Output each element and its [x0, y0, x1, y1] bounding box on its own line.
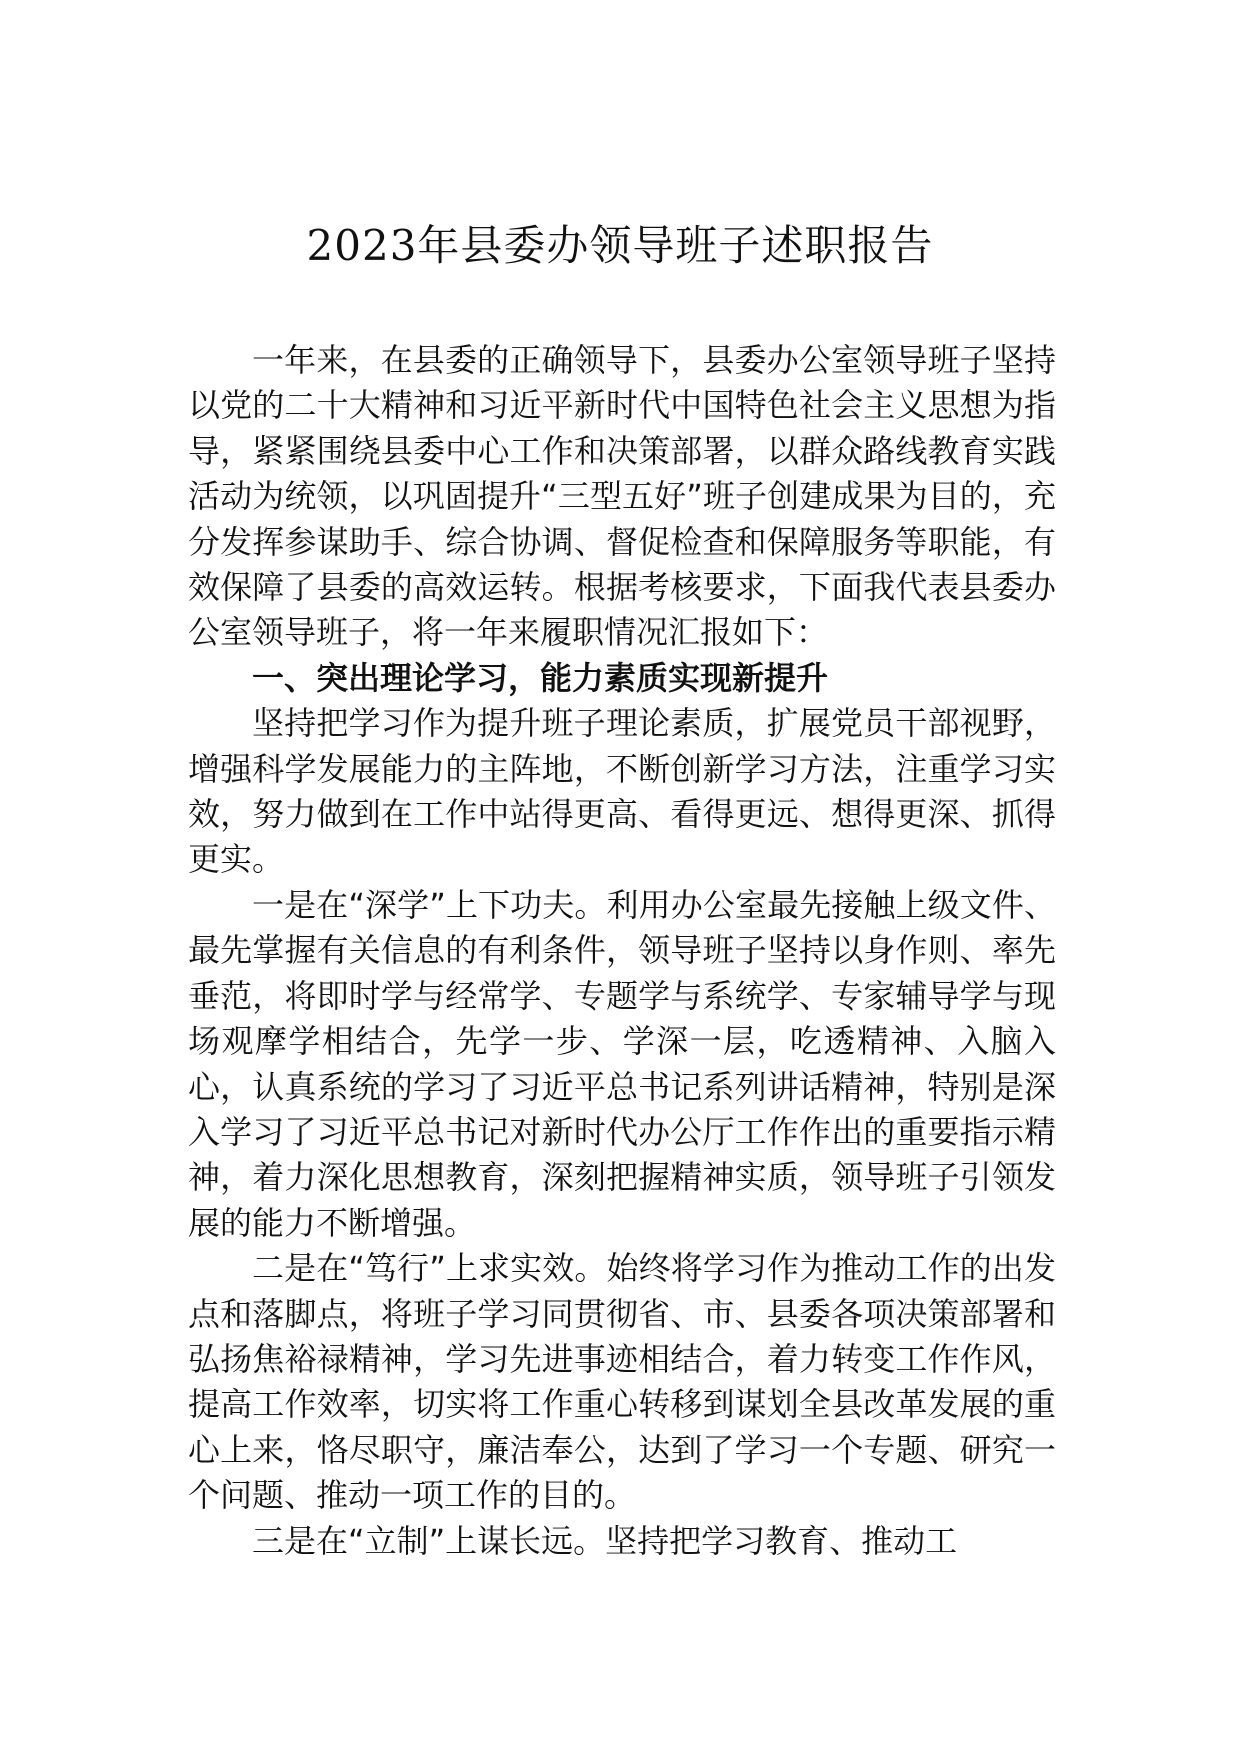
document-body	[188, 338, 1056, 1564]
document-title: 2023年县委办领导班子述职报告	[306, 221, 934, 270]
section-heading-1: 一、突出理论学习，能力素质实现新提升	[252, 658, 829, 697]
paragraph-section-1-intro: 坚持把学习作为提升班子理论素质，扩展党员干部视野，增强科学发展能力的主阵地，不断创新学习方法，注重学习实效，努力做到在工作中站得更高、看得更远、想得更深、抓得更实。	[188, 704, 1056, 879]
paragraph-intro: 一年来，在县委的正确领导下，县委办公室领导班子坚持以党的二十大精神和习近平新时代中国特色社会主义思想为指导，紧紧围绕县委中心工作和决策部署，以群众路线教育实践活动为统领，以巩固提升“三型五好”班子创建成果为目的，充分发挥参谋助手、综合协调、督促检查和保障服务等职能，有效保障了县委的高效运转。根据考核要求，下面我代表县委办公室领导班子，将一年来履职情况汇报如下：	[188, 341, 1056, 652]
paragraph-institution: 三是在“立制”上谋长远。坚持把学习教育、推动工	[252, 1521, 958, 1560]
paragraph-practice: 二是在“笃行”上求实效。始终将学习作为推动工作的出发点和落脚点，将班子学习同贯彻省、市、县委各项决策部署和弘扬焦裕禄精神，学习先进事迹相结合，着力转变工作作风，提高工作效率，切实将工作重心转移到谋划全县改革发展的重心上来，恪尽职守，廉洁奉公，达到了学习一个专题、研究一个问题、推动一项工作的目的。	[188, 1249, 1056, 1515]
paragraph-deep-study: 一是在“深学”上下功夫。利用办公室最先接触上级文件、最先掌握有关信息的有利条件，领导班子坚持以身作则、率先垂范，将即时学与经常学、专题学与系统学、专家辅导学与现场观摩学相结合，先学一步、学深一层，吃透精神、入脑入心，认真系统的学习了习近平总书记系列讲话精神，特别是深入学习了习近平总书记对新时代办公厅工作作出的重要指示精神，着力深化思想教育，深刻把握精神实质，领导班子引领发展的能力不断增强。	[188, 885, 1056, 1242]
